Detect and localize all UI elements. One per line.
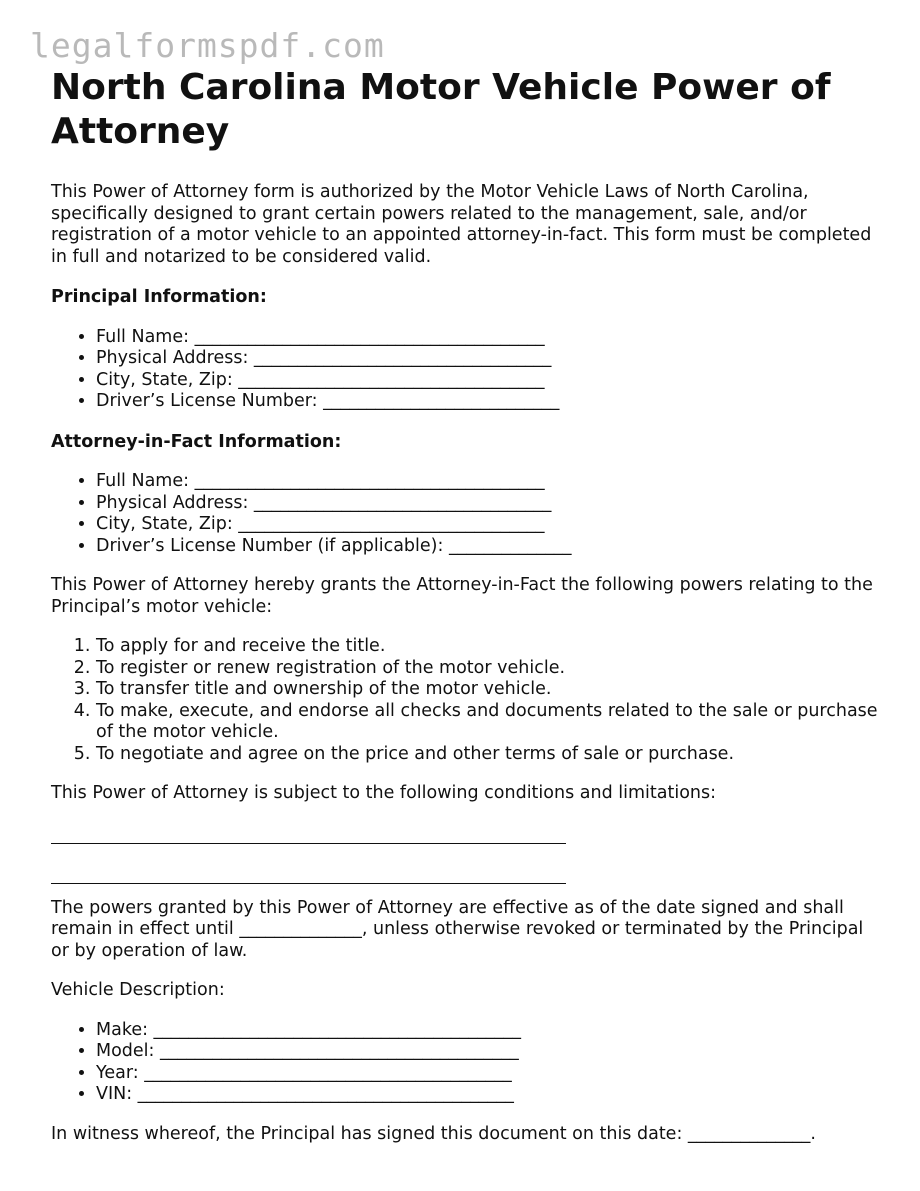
power-item: 4. To make, execute, and endorse all checks and documents related to the sale or purchase of the motor vehicle. <box>96 701 881 744</box>
powers-intro: This Power of Attorney hereby grants the Attorney-in-Fact the following powers relating to the Principal’s motor vehicle: <box>51 575 873 617</box>
vehicle-model-field[interactable]: • Model: _________________________________________ <box>96 1041 881 1063</box>
vehicle-make-field[interactable]: • Make: __________________________________________ <box>96 1020 881 1042</box>
witness-paragraph: In witness whereof, the Principal has signed this document on this date: ______________. <box>51 1123 816 1144</box>
principal-full-name-field[interactable]: • Full Name: ________________________________________ <box>96 327 881 349</box>
principal-fields-list <box>51 327 881 413</box>
conditions-blank-line-1[interactable] <box>51 823 566 845</box>
document-title: North Carolina Motor Vehicle Power of Attorney <box>51 67 831 152</box>
attorney-heading: Attorney-in-Fact Information: <box>51 431 342 452</box>
vehicle-fields-list <box>51 1020 881 1106</box>
attorney-license-field[interactable]: • Driver’s License Number (if applicable): ______________ <box>96 536 881 558</box>
document-body <box>51 66 881 1145</box>
vehicle-heading: Vehicle Description: <box>51 980 225 1000</box>
principal-license-field[interactable]: • Driver’s License Number: ___________________________ <box>96 391 881 413</box>
vehicle-year-field[interactable]: • Year: __________________________________________ <box>96 1063 881 1085</box>
attorney-fields-list <box>51 471 881 557</box>
power-item: 1. To apply for and receive the title. <box>96 636 881 658</box>
power-item: 3. To transfer title and ownership of the motor vehicle. <box>96 679 881 701</box>
attorney-full-name-field[interactable]: • Full Name: ________________________________________ <box>96 471 881 493</box>
conditions-intro: This Power of Attorney is subject to the following conditions and limitations: <box>51 783 716 803</box>
power-item: 5. To negotiate and agree on the price and other terms of sale or purchase. <box>96 744 881 766</box>
attorney-address-field[interactable]: • Physical Address: __________________________________ <box>96 493 881 515</box>
principal-heading: Principal Information: <box>51 287 267 307</box>
effective-paragraph: The powers granted by this Power of Attorney are effective as of the date signed and shall remain in effect until ______________, unless otherwise revoked or terminated by the Principal or by operation of law. <box>51 897 864 961</box>
conditions-blank-line-2[interactable] <box>51 862 566 884</box>
principal-address-field[interactable]: • Physical Address: __________________________________ <box>96 348 881 370</box>
intro-paragraph: This Power of Attorney form is authorized by the Motor Vehicle Laws of North Carolina, specifically designed to grant certain powers related to the management, sale, and/or registration of a motor vehicle to an appointed attorney-in-fact. This form must be completed in full and notarized to be considered valid. <box>51 182 872 267</box>
principal-city-state-zip-field[interactable]: • City, State, Zip: ___________________________________ <box>96 370 881 392</box>
powers-list <box>51 636 881 765</box>
watermark: legalformspdf.com <box>30 26 385 65</box>
vehicle-vin-field[interactable]: • VIN: ___________________________________________ <box>96 1084 881 1106</box>
power-item: 2. To register or renew registration of the motor vehicle. <box>96 658 881 680</box>
attorney-city-state-zip-field[interactable]: • City, State, Zip: ___________________________________ <box>96 514 881 536</box>
